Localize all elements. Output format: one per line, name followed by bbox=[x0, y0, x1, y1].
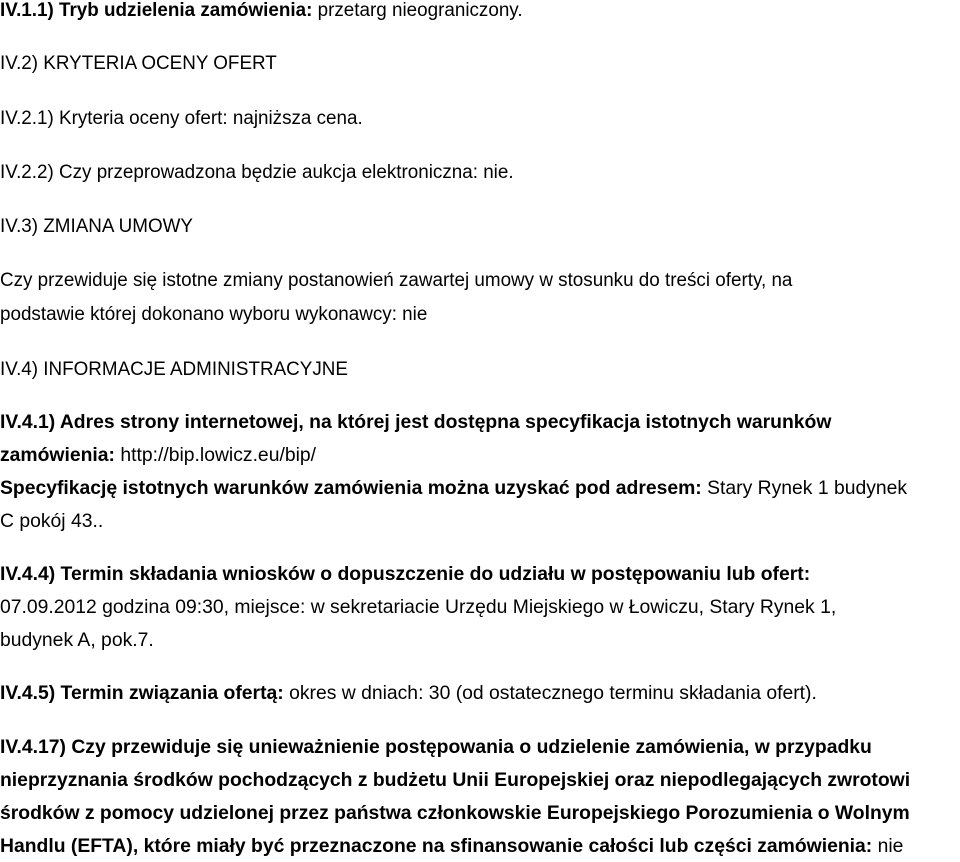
paragraph-text: Czy przewiduje się istotne zmiany postanowień zawartej umowy w stosunku do treści oferty, na bbox=[0, 270, 793, 291]
section-iv-4-heading bbox=[0, 360, 952, 379]
section-value: 07.09.2012 godzina 09:30, miejsce: w sekretariacie Urzędu Miejskiego w Łowiczu, Stary Rynek 1, bbox=[0, 596, 837, 618]
section-iv-4-1-line-4 bbox=[0, 512, 952, 532]
section-value: przetarg nieograniczony. bbox=[317, 0, 523, 21]
section-label: podstawie której dokonano wyboru wykonawcy: bbox=[0, 304, 397, 325]
section-iv-3-heading bbox=[0, 217, 952, 236]
section-label: zamówienia: bbox=[0, 444, 115, 466]
section-iv-3-line-2 bbox=[0, 305, 952, 324]
section-label: nieprzyznania środków pochodzących z budżetu Unii Europejskiej oraz niepodlegających zwrotowi bbox=[0, 769, 911, 791]
section-label: IV.2.1) Kryteria oceny ofert: bbox=[0, 108, 228, 129]
section-iv-4-1-line-1 bbox=[0, 413, 952, 433]
section-iv-2-heading bbox=[0, 54, 952, 73]
section-label: IV.4.17) Czy przewiduje się unieważnienie postępowania o udzielenie zamówienia, w przypadku bbox=[0, 736, 872, 758]
section-label: IV.1.1) Tryb udzielenia zamówienia: bbox=[0, 0, 313, 21]
section-iv-4-4-line-1 bbox=[0, 565, 952, 585]
section-label: IV.4.1) Adres strony internetowej, na której jest dostępna specyfikacja istotnych warunków bbox=[0, 411, 832, 433]
section-value: Stary Rynek 1 budynek bbox=[707, 477, 908, 499]
section-iv-2-2 bbox=[0, 163, 952, 182]
section-value: okres w dniach: 30 (od ostatecznego terminu składania ofert). bbox=[289, 682, 817, 704]
section-iv-4-1-line-2 bbox=[0, 446, 952, 466]
section-heading: IV.3) ZMIANA UMOWY bbox=[0, 216, 193, 237]
section-value: budynek A, pok.7. bbox=[0, 629, 154, 651]
section-value: nie bbox=[877, 835, 904, 857]
section-heading: IV.4) INFORMACJE ADMINISTRACYJNE bbox=[0, 359, 348, 380]
section-label: IV.4.4) Termin składania wniosków o dopuszczenie do udziału w postępowaniu lub ofert: bbox=[0, 563, 811, 585]
section-iv-4-4-line-3 bbox=[0, 631, 952, 651]
section-label: IV.4.5) Termin związania ofertą: bbox=[0, 682, 284, 704]
section-label: IV.2.2) Czy przeprowadzona będzie aukcja elektroniczna: bbox=[0, 162, 478, 183]
section-label: Handlu (EFTA), które miały być przeznaczone na sfinansowanie całości lub części zamówienia: bbox=[0, 835, 873, 857]
section-iv-4-17-line-3 bbox=[0, 804, 952, 824]
url-link[interactable]: http://bip.lowicz.eu/bip/ bbox=[120, 444, 317, 466]
section-iv-4-1-line-3 bbox=[0, 479, 952, 499]
section-value: nie. bbox=[483, 162, 514, 183]
section-label: środków z pomocy udzielonej przez państwa członkowskie Europejskiego Porozumienia o Wolnym bbox=[0, 802, 910, 824]
section-iv-4-17-line-2 bbox=[0, 771, 952, 791]
section-iv-4-5 bbox=[0, 684, 952, 704]
section-iv-4-17-line-1 bbox=[0, 738, 952, 758]
section-value: nie bbox=[402, 304, 428, 325]
section-value: C pokój 43.. bbox=[0, 510, 104, 532]
section-iv-3-line-1 bbox=[0, 271, 952, 290]
section-iv-4-17-line-4 bbox=[0, 837, 952, 857]
section-iv-2-1 bbox=[0, 109, 952, 128]
section-label: Specyfikację istotnych warunków zamówienia można uzyskać pod adresem: bbox=[0, 477, 702, 499]
section-iv-4-4-line-2 bbox=[0, 598, 952, 618]
section-heading: IV.2) KRYTERIA OCENY OFERT bbox=[0, 53, 277, 74]
section-value: najniższa cena. bbox=[232, 108, 363, 129]
section-iv-1-1 bbox=[0, 1, 952, 20]
